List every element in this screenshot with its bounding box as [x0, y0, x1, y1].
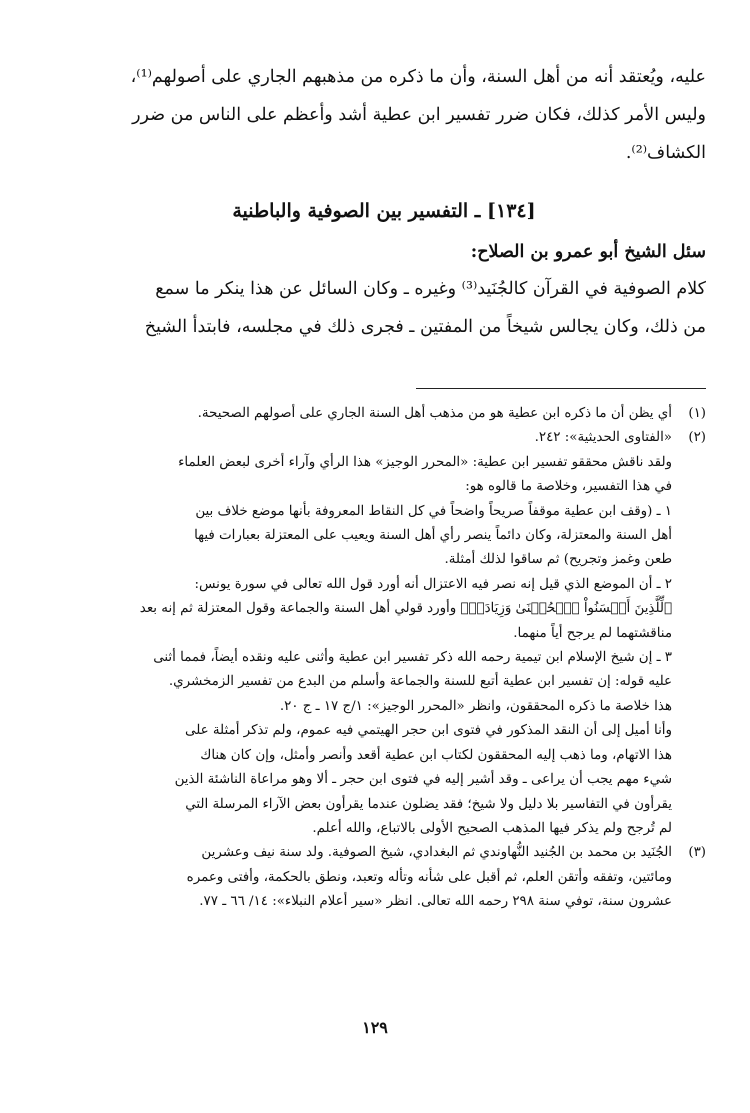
section-heading: [١٣٤] ـ التفسير بين الصوفية والباطنية [232, 200, 536, 222]
footnote-line: ومائتين، وتفقه وأتقن العلم، ثم أقبل على شأنه وتأله وتعبد، ونطق بالحكمة، وأفتى وعمره [186, 869, 672, 885]
question-intro: سئل الشيخ أبو عمرو بن الصلاح: [470, 242, 706, 262]
footnote-3 [62, 841, 706, 914]
footnote-text: أي يظن أن ما ذكره ابن عطية هو من مذهب أهل السنة الجاري على أصولهم الصحيحة. [197, 406, 672, 421]
footnote-line: ٢ ـ أن الموضع الذي قيل إنه نصر فيه الاعتزال أنه أورد قول الله تعالى في سورة يونس: [194, 576, 672, 592]
footnote-line: أهل السنة والمعتزلة، وكان دائماً ينصر رأي أهل السنة ويعيب على المعتزلة بعبارات فيها [194, 528, 672, 544]
footnote-line: ١ ـ (وقف ابن عطية موقفاً صريحاً واضحاً في كل النقاط المعروفة بأنها موضع خلاف بين [195, 503, 672, 519]
footnote-text: «الفتاوى الحديثية»: ٢٤٢. [534, 430, 672, 446]
footnotes [62, 402, 706, 915]
footnote-line: ٣ ـ إن شيخ الإسلام ابن تيمية رحمه الله ذكر تفسير ابن عطية وأثنى عليه ونقده أيضاً، فمما أثنى [153, 650, 672, 666]
footnote-number: (٢) [688, 430, 706, 446]
footnote-2-body [62, 451, 706, 842]
main-line-2: وليس الأمر كذلك، فكان ضرر تفسير ابن عطية أشد وأعظم على الناس من ضرر [132, 105, 706, 125]
footnote-line: شيء مهم يجب أن يراعى ـ وقد أشير إليه في فتوى ابن حجر ـ ألا وهو مراعاة الناشئة الذين [174, 772, 672, 788]
footnote-line: لم تُرجح ولم يذكر فيها المذهب الصحيح الأولى بالاتباع، والله أعلم. [312, 820, 672, 836]
footnote-line: عشرون سنة، توفي سنة ٢٩٨ رحمه الله تعالى. انظر «سير أعلام النبلاء»: ١٤/ ٦٦ ـ ٧٧. [199, 894, 672, 910]
main-line-1: عليه، ويُعتقد أنه من أهل السنة، وأن ما ذكره من مذهبهم الجاري على أصولهم⁽¹⁾، [130, 67, 706, 87]
footnote-1 [62, 402, 706, 426]
footnote-line: ﴿لِّلَّذِينَ أَحۡسَنُواْ ٱلۡحُسۡنَىٰ وَزِيَادَةٞ﴾ وأورد قولي أهل السنة والجماعة وقول المعتزلة ثم إنه بعد [139, 601, 672, 617]
footnote-number: (٣) [688, 845, 706, 861]
para-line-2: من ذلك، وكان يجالس شيخاً من المفتين ـ فجرى ذلك في مجلسه، فابتدأ الشيخ [144, 317, 706, 337]
footnote-line: الجُنَيد بن محمد بن الجُنيد النُّهاوندي ثم البغدادي، شيخ الصوفية. ولد سنة نيف وعشرين [201, 845, 672, 861]
footnote-line: هذا الاتهام، وما ذهب إليه المحققون لكتاب ابن عطية أقعد وأنصر وأمثل، وإن كان هناك [200, 747, 672, 763]
footnote-number: (١) [688, 406, 706, 421]
main-text [62, 58, 706, 346]
main-line-3: الكشاف⁽²⁾. [625, 143, 706, 163]
footnote-2 [62, 426, 706, 450]
footnote-text [62, 841, 672, 914]
footnote-line: طعن وغمز وتجريح) ثم ساقوا لذلك أمثلة. [444, 552, 672, 568]
footnote-line: عليه قوله: إن تفسير ابن عطية أتبع للسنة والجماعة وأسلم من البدع من تفسير الزمخشري. [168, 674, 672, 690]
para-line-1: كلام الصوفية في القرآن كالجُنَيد⁽³⁾ وغيره ـ وكان السائل عن هذا ينكر ما سمع [155, 279, 706, 299]
footnote-line: يقرأون في التفاسير بلا دليل ولا شيخ؛ فقد يضلون عندما يقرأون بعض الآراء المرسلة التي [185, 796, 672, 812]
footnote-line: في هذا التفسير، وخلاصة ما قالوه هو: [465, 479, 672, 495]
footnote-line: مناقشتهما لم يرجح أياً منهما. [513, 625, 672, 641]
page-number: ١٢٩ [362, 1018, 388, 1037]
footnote-line: هذا خلاصة ما ذكره المحققون، وانظر «المحرر الوجيز»: ١/ج ١٧ ـ ج ٢٠. [279, 698, 672, 714]
footnote-line: وأنا أميل إلى أن النقد المذكور في فتوى ابن حجر الهيتمي فيه عموم، ولم تذكر أمثلة على [185, 723, 672, 739]
footnote-line: ولقد ناقش محققو تفسير ابن عطية: «المحرر الوجيز» هذا الرأي وآراء أخرى لبعض العلماء [178, 454, 672, 470]
footnote-separator [416, 388, 706, 389]
